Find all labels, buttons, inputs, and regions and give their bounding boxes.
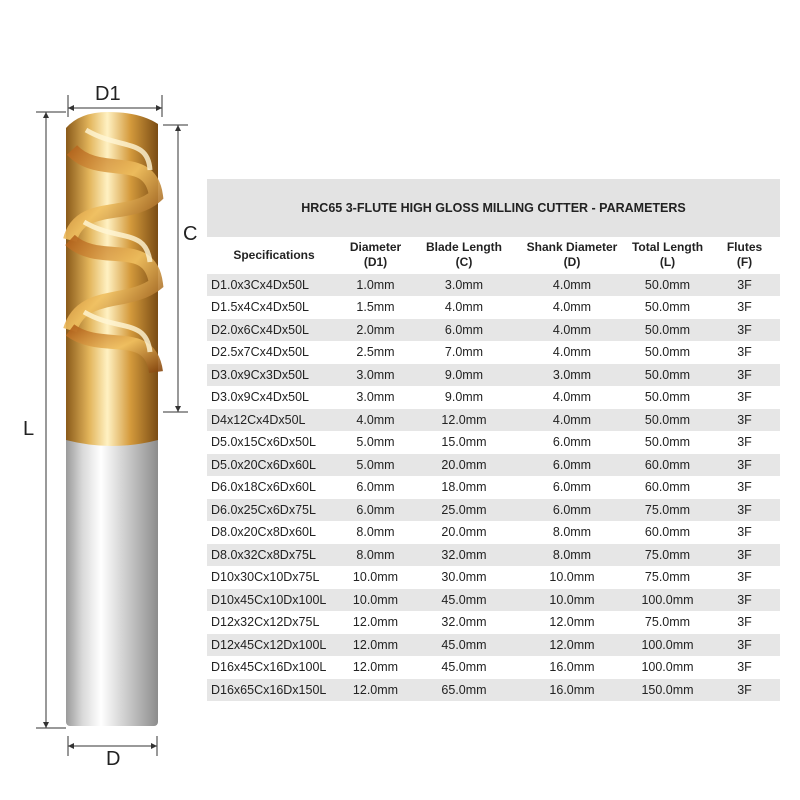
table-row: [207, 544, 780, 567]
diameter-cell: 5.0mm: [341, 454, 410, 477]
flutes-cell: 3F: [709, 679, 780, 701]
shank-diameter-cell: 4.0mm: [518, 386, 626, 409]
diameter-cell: 4.0mm: [341, 409, 410, 432]
spec-cell: D2.5x7Cx4Dx50L: [207, 341, 341, 364]
header-flutes: [709, 237, 780, 274]
total-length-cell: 50.0mm: [626, 274, 709, 297]
header-specifications: [207, 237, 341, 274]
table-row: [207, 296, 780, 319]
header-line1: Specifications: [233, 247, 315, 262]
spec-cell: D6.0x25Cx6Dx75L: [207, 499, 341, 522]
shank-diameter-cell: 4.0mm: [518, 296, 626, 319]
flutes-cell: 3F: [709, 499, 780, 522]
blade-length-cell: 45.0mm: [410, 656, 518, 679]
flutes-cell: 3F: [709, 296, 780, 319]
spec-cell: D2.0x6Cx4Dx50L: [207, 319, 341, 342]
blade-length-cell: 65.0mm: [410, 679, 518, 701]
spec-cell: D3.0x9Cx4Dx50L: [207, 386, 341, 409]
spec-cell: D5.0x20Cx6Dx60L: [207, 454, 341, 477]
total-length-cell: 50.0mm: [626, 409, 709, 432]
shank-diameter-cell: 10.0mm: [518, 566, 626, 589]
spec-cell: D10x30Cx10Dx75L: [207, 566, 341, 589]
blade-length-cell: 9.0mm: [410, 386, 518, 409]
diameter-cell: 6.0mm: [341, 499, 410, 522]
spec-cell: D16x65Cx16Dx150L: [207, 679, 341, 701]
end-mill-diagram: [0, 0, 200, 800]
cutter-collar: [66, 392, 158, 446]
blade-length-cell: 20.0mm: [410, 454, 518, 477]
diameter-cell: 2.0mm: [341, 319, 410, 342]
flutes-cell: 3F: [709, 634, 780, 657]
blade-length-cell: 45.0mm: [410, 589, 518, 612]
diameter-cell: 10.0mm: [341, 589, 410, 612]
flutes-cell: 3F: [709, 319, 780, 342]
spec-cell: D1.5x4Cx4Dx50L: [207, 296, 341, 319]
shank-diameter-cell: 6.0mm: [518, 499, 626, 522]
total-length-cell: 50.0mm: [626, 386, 709, 409]
diameter-cell: 8.0mm: [341, 521, 410, 544]
blade-length-cell: 3.0mm: [410, 274, 518, 297]
header-line2: (D1): [363, 255, 388, 269]
total-length-cell: 60.0mm: [626, 476, 709, 499]
table-row: [207, 476, 780, 499]
table-row: [207, 431, 780, 454]
header-line2: (D): [563, 255, 581, 269]
header-diameter: [341, 237, 410, 274]
diameter-cell: 8.0mm: [341, 544, 410, 567]
flutes-cell: 3F: [709, 409, 780, 432]
flutes-cell: 3F: [709, 274, 780, 297]
shank-diameter-cell: 8.0mm: [518, 521, 626, 544]
shank-diameter-cell: 16.0mm: [518, 656, 626, 679]
spec-cell: D12x32Cx12Dx75L: [207, 611, 341, 634]
table-row: [207, 364, 780, 387]
shank-diameter-cell: 10.0mm: [518, 589, 626, 612]
spec-cell: D8.0x20Cx8Dx60L: [207, 521, 341, 544]
diameter-cell: 1.0mm: [341, 274, 410, 297]
total-length-cell: 100.0mm: [626, 634, 709, 657]
blade-length-cell: 6.0mm: [410, 319, 518, 342]
table-body: [207, 274, 780, 701]
table-row: [207, 611, 780, 634]
table-row: [207, 679, 780, 701]
header-line1: Flutes: [726, 240, 763, 254]
total-length-cell: 100.0mm: [626, 589, 709, 612]
table-row: [207, 409, 780, 432]
header-line1: Blade Length: [425, 240, 502, 254]
header-line2: (L): [659, 255, 676, 269]
spec-cell: D4x12Cx4Dx50L: [207, 409, 341, 432]
spec-cell: D8.0x32Cx8Dx75L: [207, 544, 341, 567]
diameter-cell: 5.0mm: [341, 431, 410, 454]
dimension-label-c: C: [183, 223, 198, 245]
spec-cell: D16x45Cx16Dx100L: [207, 656, 341, 679]
total-length-cell: 50.0mm: [626, 296, 709, 319]
header-line1: Diameter: [349, 240, 402, 254]
blade-length-cell: 45.0mm: [410, 634, 518, 657]
diameter-cell: 6.0mm: [341, 476, 410, 499]
total-length-cell: 75.0mm: [626, 499, 709, 522]
spec-table: [207, 237, 780, 701]
shank-diameter-cell: 6.0mm: [518, 431, 626, 454]
total-length-cell: 75.0mm: [626, 566, 709, 589]
header-shank-diameter: [518, 237, 626, 274]
flutes-cell: 3F: [709, 476, 780, 499]
table-row: [207, 656, 780, 679]
shank-diameter-cell: 12.0mm: [518, 611, 626, 634]
flutes-cell: 3F: [709, 386, 780, 409]
dimension-label-d1: D1: [95, 83, 121, 105]
table-row: [207, 341, 780, 364]
table-header-row: [207, 237, 780, 274]
diameter-cell: 12.0mm: [341, 656, 410, 679]
dimension-label-d: D: [106, 748, 121, 770]
diameter-cell: 1.5mm: [341, 296, 410, 319]
spec-cell: D12x45Cx12Dx100L: [207, 634, 341, 657]
header-line2: (F): [736, 255, 753, 269]
flutes-cell: 3F: [709, 611, 780, 634]
shank-diameter-cell: 8.0mm: [518, 544, 626, 567]
flutes-cell: 3F: [709, 454, 780, 477]
flutes-cell: 3F: [709, 521, 780, 544]
table-row: [207, 521, 780, 544]
spec-cell: D10x45Cx10Dx100L: [207, 589, 341, 612]
table-row: [207, 566, 780, 589]
shank-diameter-cell: 4.0mm: [518, 274, 626, 297]
total-length-cell: 60.0mm: [626, 454, 709, 477]
total-length-cell: 100.0mm: [626, 656, 709, 679]
diameter-cell: 12.0mm: [341, 611, 410, 634]
shank-diameter-cell: 6.0mm: [518, 454, 626, 477]
shank-diameter-cell: 6.0mm: [518, 476, 626, 499]
header-line2: (C): [455, 255, 473, 269]
diameter-cell: 3.0mm: [341, 386, 410, 409]
table-row: [207, 274, 780, 297]
spec-cell: D6.0x18Cx6Dx60L: [207, 476, 341, 499]
shank-diameter-cell: 4.0mm: [518, 341, 626, 364]
total-length-cell: 50.0mm: [626, 431, 709, 454]
flutes-cell: 3F: [709, 656, 780, 679]
spec-cell: D1.0x3Cx4Dx50L: [207, 274, 341, 297]
blade-length-cell: 32.0mm: [410, 544, 518, 567]
header-line1: Total Length: [631, 240, 704, 254]
table-row: [207, 454, 780, 477]
parameters-table: [207, 179, 780, 701]
diameter-cell: 12.0mm: [341, 634, 410, 657]
total-length-cell: 50.0mm: [626, 319, 709, 342]
shank-diameter-cell: 16.0mm: [518, 679, 626, 701]
table-row: [207, 386, 780, 409]
blade-length-cell: 20.0mm: [410, 521, 518, 544]
flutes-cell: 3F: [709, 364, 780, 387]
total-length-cell: 75.0mm: [626, 611, 709, 634]
shank-diameter-cell: 3.0mm: [518, 364, 626, 387]
blade-length-cell: 30.0mm: [410, 566, 518, 589]
header-line1: Shank Diameter: [526, 240, 618, 254]
blade-length-cell: 25.0mm: [410, 499, 518, 522]
spec-cell: D3.0x9Cx3Dx50L: [207, 364, 341, 387]
diameter-cell: 12.0mm: [341, 679, 410, 701]
total-length-cell: 50.0mm: [626, 341, 709, 364]
flutes-cell: 3F: [709, 431, 780, 454]
blade-length-cell: 7.0mm: [410, 341, 518, 364]
total-length-cell: 150.0mm: [626, 679, 709, 701]
diameter-cell: 10.0mm: [341, 566, 410, 589]
table-row: [207, 589, 780, 612]
shank-diameter-cell: 4.0mm: [518, 409, 626, 432]
table-row: [207, 634, 780, 657]
diameter-cell: 2.5mm: [341, 341, 410, 364]
shank-diameter-cell: 12.0mm: [518, 634, 626, 657]
cutter-shank: [66, 436, 158, 726]
shank-diameter-cell: 4.0mm: [518, 319, 626, 342]
blade-length-cell: 32.0mm: [410, 611, 518, 634]
blade-length-cell: 18.0mm: [410, 476, 518, 499]
total-length-cell: 50.0mm: [626, 364, 709, 387]
total-length-cell: 75.0mm: [626, 544, 709, 567]
flutes-cell: 3F: [709, 341, 780, 364]
dimension-label-l: L: [23, 418, 35, 440]
flutes-cell: 3F: [709, 589, 780, 612]
header-blade-length: [410, 237, 518, 274]
blade-length-cell: 9.0mm: [410, 364, 518, 387]
blade-length-cell: 15.0mm: [410, 431, 518, 454]
diameter-cell: 3.0mm: [341, 364, 410, 387]
blade-length-cell: 12.0mm: [410, 409, 518, 432]
flutes-cell: 3F: [709, 544, 780, 567]
header-total-length: [626, 237, 709, 274]
table-row: [207, 499, 780, 522]
total-length-cell: 60.0mm: [626, 521, 709, 544]
table-title: HRC65 3-FLUTE HIGH GLOSS MILLING CUTTER - PARAMETERS: [207, 179, 780, 237]
spec-cell: D5.0x15Cx6Dx50L: [207, 431, 341, 454]
blade-length-cell: 4.0mm: [410, 296, 518, 319]
flutes-cell: 3F: [709, 566, 780, 589]
table-row: [207, 319, 780, 342]
